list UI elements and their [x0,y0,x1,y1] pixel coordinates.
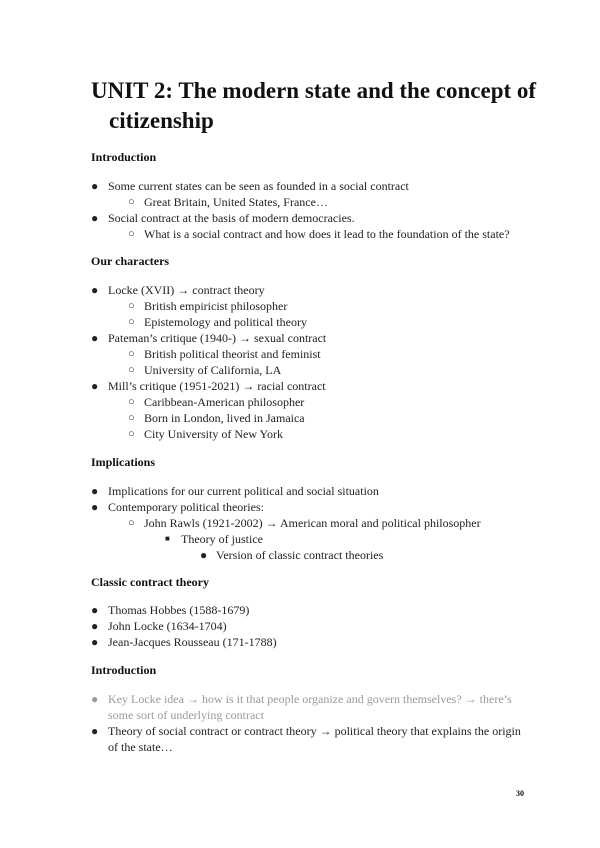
list-item-text-line2: some sort of underlying contract [108,708,264,722]
sub-list-item-text: Great Britain, United States, France… [144,195,328,209]
sub-list-item-text: Born in London, lived in Jamaica [144,411,305,425]
circle-bullet-icon: ○ [128,428,135,440]
bullet-icon: ● [91,379,99,393]
square-bullet-icon: ■ [165,534,170,543]
page-number: 30 [516,789,524,798]
section-heading-classic-contract-theory: Classic contract theory [91,575,209,589]
list-item-text: Thomas Hobbes (1588-1679) [108,603,250,617]
list-item-text-line1: Theory of social contract or contract theory → political theory that explains the origin [108,724,521,738]
bullet-icon: ● [91,692,99,706]
list-item-text: Pateman’s critique (1940-) → sexual contract [108,331,327,345]
sub-list-item-text: City University of New York [144,427,284,441]
sub-list-item-text: University of California, LA [144,363,282,377]
bullet-icon: ● [91,484,99,498]
sub-sub-list-item-text: Theory of justice [181,532,263,546]
circle-bullet-icon: ○ [128,364,135,376]
circle-bullet-icon: ○ [128,196,135,208]
bullet-icon: ● [91,211,99,225]
bullet-icon: ● [91,283,99,297]
bullet-icon: ● [91,619,99,633]
sub-list-item-text: British political theorist and feminist [144,347,321,361]
list-item-text: Mill’s critique (1951-2021) → racial contract [108,379,326,393]
circle-bullet-icon: ○ [128,396,135,408]
circle-bullet-icon: ○ [128,228,135,240]
bullet-icon: ● [91,179,99,193]
list-item-text-line1: Key Locke idea → how is it that people organize and govern themselves? → there’s [108,692,512,706]
sub-list-item-text: Caribbean-American philosopher [144,395,305,409]
sub-list-item-text: Epistemology and political theory [144,315,307,329]
bullet-icon: ● [91,500,99,514]
section-heading-introduction: Introduction [91,150,157,164]
sub-list-item-text: British empiricist philosopher [144,299,288,313]
list-item-text-line2: of the state… [108,740,173,754]
circle-bullet-icon: ○ [128,517,135,529]
bullet-icon: ● [91,635,99,649]
list-item-text: Social contract at the basis of modern democracies. [108,211,355,225]
list-item-text: Jean-Jacques Rousseau (171-1788) [108,635,277,649]
sub-list-item-text: John Rawls (1921-2002) → American moral and political philosopher [144,516,481,530]
bullet-icon: ● [91,331,99,345]
circle-bullet-icon: ○ [128,300,135,312]
list-item-text: Contemporary political theories: [108,500,264,514]
circle-bullet-icon: ○ [128,412,135,424]
section-heading-implications: Implications [91,455,156,469]
list-item-text: Locke (XVII) → contract theory [108,283,265,297]
circle-bullet-icon: ○ [128,316,135,328]
list-item-text: Implications for our current political and social situation [108,484,379,498]
sub-sub-sub-list-item-text: Version of classic contract theories [216,548,384,562]
circle-bullet-icon: ○ [128,348,135,360]
section-heading-our-characters: Our characters [91,254,170,268]
list-item-text: Some current states can be seen as founded in a social contract [108,179,409,193]
bullet-icon: ● [91,603,99,617]
section-heading-introduction-2: Introduction [91,663,157,677]
page-title: UNIT 2: The modern state and the concept of citizenship [91,78,537,133]
bullet-icon: ● [200,548,208,562]
sub-list-item-text: What is a social contract and how does it lead to the foundation of the state? [144,227,510,241]
list-item-text: John Locke (1634-1704) [108,619,227,633]
bullet-icon: ● [91,724,99,738]
